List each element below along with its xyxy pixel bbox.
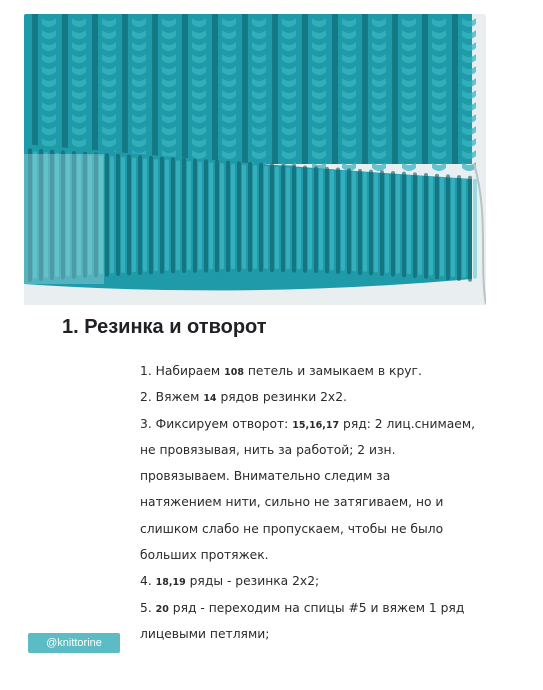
cuff-rib-highlight xyxy=(297,168,301,270)
cuff-rib xyxy=(424,173,428,279)
cuff-rib-highlight xyxy=(132,157,136,272)
cuff-rib xyxy=(457,175,461,281)
cuff-rib-highlight xyxy=(264,166,268,269)
cuff-rib xyxy=(127,154,131,275)
cuff-rib-highlight xyxy=(352,171,356,271)
knitted-ribbing-image xyxy=(24,14,486,305)
rib-shadow xyxy=(302,14,308,164)
cuff-rib-highlight xyxy=(330,170,334,271)
instruction-text: рядов резинки 2х2. xyxy=(216,390,347,405)
rib-shadow xyxy=(422,14,428,164)
knitting-photo xyxy=(24,14,486,305)
cuff-rib xyxy=(402,172,406,278)
cuff-rib xyxy=(215,160,219,272)
cuff-rib-highlight xyxy=(286,167,290,269)
cuff-rib xyxy=(413,172,417,278)
rib-shadow xyxy=(62,14,68,164)
instruction-line xyxy=(140,595,535,621)
instruction-line xyxy=(140,542,535,568)
cuff-rib xyxy=(391,171,395,277)
cuff-rib-highlight xyxy=(198,162,202,270)
cuff-rib-highlight xyxy=(220,163,224,269)
row-number: 14 xyxy=(203,393,217,405)
cuff-rib-highlight xyxy=(110,156,114,274)
instruction-line xyxy=(140,358,535,384)
instruction-line xyxy=(140,568,535,594)
row-number: 108 xyxy=(224,367,244,378)
cuff-rib xyxy=(358,169,362,275)
instruction-text: не провязывая, нить за работой; 2 изн. xyxy=(140,442,396,457)
rib-shadow xyxy=(272,14,278,164)
cuff-rib-highlight xyxy=(319,169,323,270)
cuff-rib xyxy=(446,174,450,280)
cuff-rib xyxy=(347,168,351,274)
rib-shadow xyxy=(152,14,158,164)
cuff-rib xyxy=(248,162,252,272)
cuff-rib xyxy=(468,176,472,282)
cuff-rib-highlight xyxy=(440,177,444,277)
rib-shadow xyxy=(332,14,338,164)
instruction-line xyxy=(140,411,535,437)
row-number: 20 xyxy=(155,603,169,615)
cuff-rib xyxy=(270,163,274,272)
cuff-rib-highlight xyxy=(429,176,433,276)
instruction-text: 5. xyxy=(140,600,156,615)
instruction-text: слишком слабо не пропускаем, чтобы не было xyxy=(140,521,444,536)
cuff-rib-highlight xyxy=(407,175,411,275)
rib-shadow xyxy=(122,14,128,164)
author-watermark: @knittorine xyxy=(28,633,120,653)
instruction-line xyxy=(140,621,535,647)
cuff-rib-highlight xyxy=(385,173,389,273)
cuff-rib-highlight xyxy=(242,164,246,269)
cuff-rib-highlight xyxy=(165,160,169,271)
cuff-rib-highlight xyxy=(451,177,455,277)
rib-shadow xyxy=(392,14,398,164)
cuff-rib xyxy=(182,158,186,273)
instruction-text: лицевыми петлями; xyxy=(140,626,270,641)
cuff-rib-highlight xyxy=(187,161,191,270)
cuff-rib xyxy=(281,164,285,272)
cuff-rib xyxy=(325,167,329,274)
cuff-rib-highlight xyxy=(121,157,125,273)
cuff-rib-highlight xyxy=(176,160,180,270)
instruction-line xyxy=(140,489,535,515)
cuff-rib xyxy=(204,159,208,272)
instruction-list xyxy=(140,358,535,647)
instruction-text: ряды - резинка 2х2; xyxy=(185,574,320,589)
variegated-patch xyxy=(24,154,104,284)
cuff-rib-highlight xyxy=(462,178,466,278)
cuff-rib xyxy=(259,163,263,272)
cuff-rib-highlight xyxy=(396,174,400,274)
cuff-rib xyxy=(237,161,241,272)
cuff-rib-highlight xyxy=(154,159,158,272)
cuff-rib xyxy=(138,155,142,275)
cuff-rib-highlight xyxy=(363,172,367,272)
row-number: 15,16,17 xyxy=(292,419,340,431)
cuff-rib xyxy=(369,170,373,276)
cuff-rib xyxy=(435,174,439,280)
cuff-rib-highlight xyxy=(418,175,422,275)
cuff-rib-highlight xyxy=(231,164,235,269)
instruction-line xyxy=(140,463,535,489)
cuff-rib xyxy=(105,153,109,277)
cuff-rib-highlight xyxy=(374,173,378,273)
cuff-rib-highlight xyxy=(308,168,312,269)
cuff-rib-highlight xyxy=(253,165,257,269)
instruction-text: провязываем. Внимательно следим за xyxy=(140,469,391,484)
instruction-text: 4. xyxy=(140,574,156,589)
cuff-rib-highlight xyxy=(143,158,147,272)
cuff-rib xyxy=(303,165,307,272)
cuff-rib xyxy=(226,161,230,272)
row-number: 18,19 xyxy=(155,577,186,589)
cuff-rib xyxy=(292,165,296,273)
rib-shadow xyxy=(362,14,368,164)
rib-shadow xyxy=(452,14,458,164)
instruction-text: 2. Вяжем xyxy=(140,390,204,405)
rib-shadow xyxy=(212,14,218,164)
instruction-line xyxy=(140,516,535,542)
cuff-rib xyxy=(193,159,197,273)
cuff-rib xyxy=(149,156,153,275)
cuff-rib xyxy=(336,168,340,274)
instruction-text: 1. Набираем xyxy=(140,364,225,378)
instruction-text: петель и замыкаем в круг. xyxy=(243,364,422,378)
instruction-text: ряд: 2 лиц.снимаем, xyxy=(339,416,476,431)
instruction-text: ряд - переходим на спицы #5 и вяжем 1 ряд xyxy=(168,600,465,615)
cuff-rib-highlight xyxy=(341,171,345,271)
instruction-line xyxy=(140,384,535,410)
cuff-rib xyxy=(380,170,384,276)
instruction-text: 3. Фиксируем отворот: xyxy=(140,416,293,431)
rib-shadow xyxy=(182,14,188,164)
cuff-rib-highlight xyxy=(473,179,477,279)
cuff-rib xyxy=(160,157,164,274)
section-title: 1. Резинка и отворот xyxy=(62,316,267,338)
rib-shadow xyxy=(92,14,98,164)
cuff-rib xyxy=(171,157,175,273)
instruction-text: больших протяжек. xyxy=(140,548,269,563)
cuff-rib-highlight xyxy=(209,162,213,269)
instruction-text: натяжением нити, сильно не затягиваем, но и xyxy=(140,495,444,510)
cuff-rib-highlight xyxy=(275,166,279,269)
cuff-rib xyxy=(314,166,318,273)
rib-shadow xyxy=(32,14,38,164)
instruction-line xyxy=(140,437,535,463)
rib-shadow xyxy=(242,14,248,164)
cuff-rib xyxy=(116,154,120,276)
